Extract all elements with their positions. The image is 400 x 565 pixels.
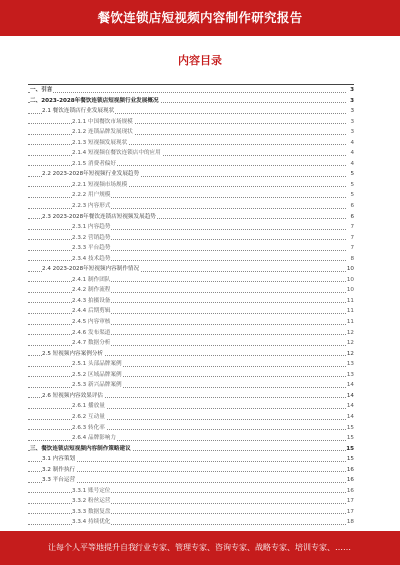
toc-page-number: 14: [346, 380, 354, 391]
toc-page-number: 15: [346, 444, 354, 455]
toc-entry[interactable]: [28, 496, 354, 507]
toc-entry[interactable]: [28, 475, 354, 486]
toc-page-number: 11: [346, 306, 354, 317]
report-header: [0, 0, 400, 36]
toc-entry[interactable]: [28, 212, 354, 223]
toc-entry-text: 2.6.3 转化率: [72, 424, 105, 431]
toc-page-number: 14: [346, 412, 354, 423]
toc-entry-text: 3.3 平台运营: [42, 477, 76, 484]
toc-entry[interactable]: [28, 444, 354, 455]
report-footer: [0, 531, 400, 565]
toc-entry[interactable]: [28, 517, 354, 528]
toc-entry[interactable]: [28, 180, 354, 191]
toc-page-number: 4: [346, 159, 354, 170]
toc-entry[interactable]: [28, 117, 354, 128]
toc-entry[interactable]: [28, 275, 354, 286]
toc-entry[interactable]: [28, 423, 354, 434]
toc-entry[interactable]: [28, 285, 354, 296]
toc-page-number: 10: [346, 275, 354, 286]
toc-entry-text: 三、餐饮连锁店短视频内容制作策略建议: [30, 445, 131, 452]
toc-entry-text: 2.1.4 短视频在餐饮连锁店中的应用: [72, 150, 161, 157]
toc-entry[interactable]: [28, 159, 354, 170]
toc-entry-text: 2.2.2 用户规模: [72, 192, 111, 199]
toc-entry-text: 2.6.4 品牌影响力: [72, 435, 116, 442]
toc-entry[interactable]: [28, 454, 354, 465]
toc-entry[interactable]: [28, 148, 354, 159]
toc-page-number: 14: [346, 391, 354, 402]
toc-entry-text: 2.4.1 制作团队: [72, 276, 111, 283]
toc-entry-text: 2.3.2 营销趋势: [72, 234, 111, 241]
toc-entry-text: 一、引言: [30, 87, 53, 93]
toc-entry-text: 2.4.6 发布渠道: [72, 329, 111, 336]
toc-entry[interactable]: [28, 296, 354, 307]
toc-entry[interactable]: [28, 222, 354, 233]
toc-entry[interactable]: [28, 127, 354, 138]
toc-entry-text: 2.3.4 技术趋势: [72, 255, 111, 262]
toc-entry[interactable]: [28, 507, 354, 518]
toc-entry[interactable]: [28, 138, 354, 149]
toc-entry[interactable]: [28, 380, 354, 391]
toc-entry-text: 3.3.1 账号定位: [72, 487, 111, 494]
toc-page-number: 14: [346, 401, 354, 412]
toc-leader-dots: [28, 92, 346, 93]
toc-entry-text: 2.4.7 数据分析: [72, 340, 111, 347]
toc-entry[interactable]: [28, 85, 354, 96]
toc-page-number: 7: [346, 243, 354, 254]
toc-page-number: 16: [346, 475, 354, 486]
toc-entry[interactable]: [28, 96, 354, 107]
toc-page-number: 4: [346, 138, 354, 149]
toc-entry[interactable]: [28, 254, 354, 265]
toc-page-number: 12: [346, 328, 354, 339]
toc-heading: 内容目录: [178, 54, 222, 67]
toc-page-number: 11: [346, 317, 354, 328]
toc-entry[interactable]: [28, 317, 354, 328]
toc-page-number: 3: [346, 96, 354, 107]
toc-entry-text: 2.5 短视频内容案例分析: [42, 350, 104, 357]
footer-tagline: 行业专家、管理专家、咨询专家、战略专家、培训专家、……: [135, 543, 351, 552]
toc-entry[interactable]: [28, 349, 354, 360]
toc-entry-text: 2.2.1 短视频市场规模: [72, 181, 128, 188]
toc-entry[interactable]: [28, 401, 354, 412]
toc-page-number: 13: [346, 359, 354, 370]
toc-entry-text: 2.5.1 头部品牌案例: [72, 361, 122, 368]
toc-page-number: 15: [346, 454, 354, 465]
toc-page-number: 11: [346, 296, 354, 307]
toc-entry-text: 2.5.2 区域品牌案例: [72, 371, 122, 378]
toc-page-number: 10: [346, 264, 354, 275]
toc-entry-text: 2.1.2 连锁品牌发展现状: [72, 129, 133, 136]
toc-entry-text: 2.6.1 播放量: [72, 403, 105, 410]
toc-entry-text: 二、2023-2028年餐饮连锁店短视频行业发展概况: [30, 97, 159, 104]
toc-page-number: 3: [346, 106, 354, 117]
toc-entry-text: 2.1 餐饮连锁店行业发展现状: [42, 108, 115, 115]
toc-page-number: 3: [346, 85, 354, 96]
toc-entry-text: 3.2 制作执行: [42, 466, 76, 473]
toc-page-number: 13: [346, 370, 354, 381]
toc-entry[interactable]: [28, 169, 354, 180]
toc-entry-text: 2.3.1 内容趋势: [72, 224, 111, 231]
toc-page-number: 5: [346, 190, 354, 201]
toc-page-number: 7: [346, 233, 354, 244]
toc-entry-text: 3.3.2 粉丝运营: [72, 498, 111, 505]
toc-entry-text: 3.3.3 数据复盘: [72, 508, 111, 515]
toc-entry[interactable]: [28, 201, 354, 212]
toc-entry-text: 2.6 短视频内容效果评估: [42, 392, 104, 399]
table-of-contents: [28, 84, 354, 528]
toc-entry-text: 2.4.2 制作流程: [72, 287, 111, 294]
toc-entry[interactable]: [28, 412, 354, 423]
toc-entry[interactable]: [28, 359, 354, 370]
toc-page-number: 5: [346, 180, 354, 191]
toc-page-number: 3: [346, 127, 354, 138]
toc-page-number: 18: [346, 517, 354, 528]
toc-page-number: 12: [346, 349, 354, 360]
toc-page-number: 15: [346, 423, 354, 434]
toc-entry-text: 2.4.3 拍摄设备: [72, 297, 111, 304]
toc-entry[interactable]: [28, 264, 354, 275]
toc-page-number: 3: [346, 117, 354, 128]
toc-entry-text: 2.6.2 互动量: [72, 413, 105, 420]
toc-entry[interactable]: [28, 328, 354, 339]
toc-entry-text: 2.4.4 后期剪辑: [72, 308, 111, 315]
toc-entry-text: 2.1.1 中国餐饮市场规模: [72, 118, 133, 125]
toc-entry-text: 2.2 2023-2028年短视频行业发展趋势: [42, 171, 140, 178]
toc-page-number: 5: [346, 169, 354, 180]
toc-entry[interactable]: [28, 106, 354, 117]
toc-page-number: 16: [346, 486, 354, 497]
toc-entry-text: 2.1.3 短视频发展现状: [72, 139, 128, 146]
toc-entry[interactable]: [28, 243, 354, 254]
toc-entry-text: 3.1 内容策划: [42, 456, 76, 463]
toc-entry-text: 3.3.4 持续优化: [72, 519, 111, 526]
toc-page-number: 10: [346, 285, 354, 296]
toc-entry[interactable]: [28, 233, 354, 244]
toc-entry-text: 2.4 2023-2028年短视频内容制作情况: [42, 266, 140, 273]
toc-page-number: 7: [346, 222, 354, 233]
toc-page-number: 15: [346, 433, 354, 444]
toc-entry[interactable]: [28, 486, 354, 497]
toc-page-number: 12: [346, 338, 354, 349]
toc-entry-text: 2.3 2023-2028年餐饮连锁店短视频发展趋势: [42, 213, 156, 220]
toc-entry-text: 2.3.3 平台趋势: [72, 245, 111, 252]
toc-entry-text: 2.2.3 内容形式: [72, 203, 111, 210]
toc-page-number: 6: [346, 212, 354, 223]
toc-entry[interactable]: [28, 190, 354, 201]
toc-entry-text: 2.4.5 内容审核: [72, 319, 111, 326]
footer-slogan: 让每个人平等地提升自我: [48, 543, 136, 552]
toc-entry[interactable]: [28, 370, 354, 381]
toc-entry[interactable]: [28, 338, 354, 349]
toc-page-number: 16: [346, 465, 354, 476]
toc-page-number: 6: [346, 201, 354, 212]
toc-entry-text: 2.1.5 消费者偏好: [72, 160, 116, 167]
toc-entry[interactable]: [28, 391, 354, 402]
toc-page-number: 17: [346, 496, 354, 507]
toc-entry[interactable]: [28, 465, 354, 476]
toc-page-number: 4: [346, 148, 354, 159]
report-title: 餐饮连锁店短视频内容制作研究报告: [97, 10, 303, 25]
toc-entry-text: 2.5.3 新兴品牌案例: [72, 382, 122, 389]
toc-entry[interactable]: [28, 433, 354, 444]
toc-entry[interactable]: [28, 306, 354, 317]
toc-page-number: 17: [346, 507, 354, 518]
toc-page-number: 8: [346, 254, 354, 265]
